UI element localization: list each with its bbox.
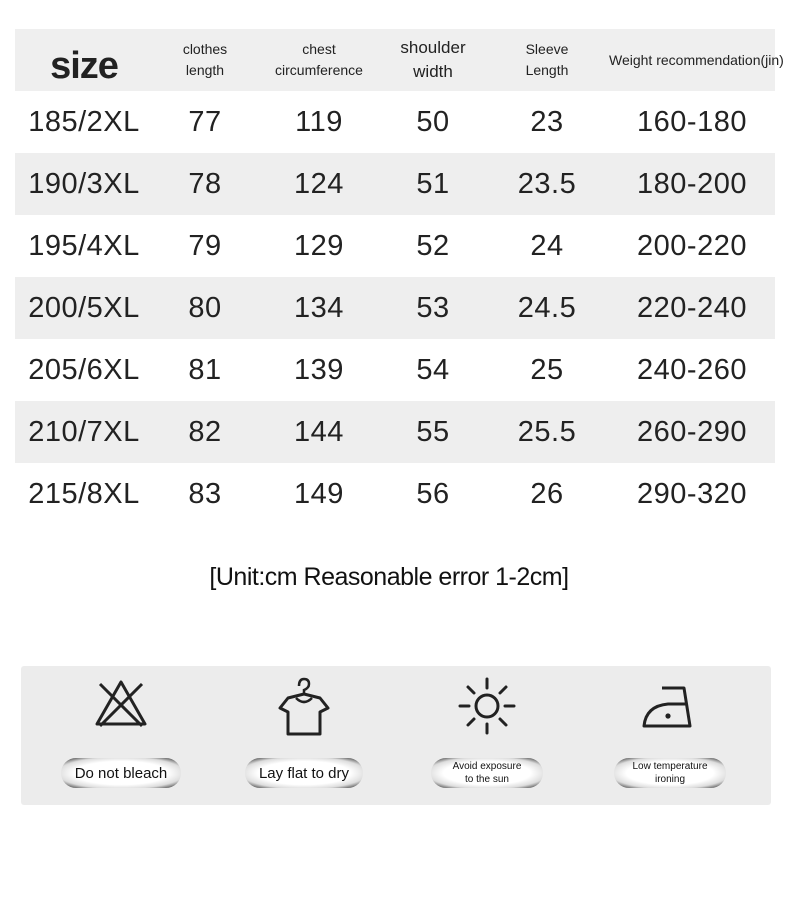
header-shoulder-width: shoulder width (400, 38, 466, 81)
size-cell: 190/3XL (28, 167, 140, 200)
care-label: Low temperature ironing (614, 758, 726, 788)
weight-cell: 290-320 (637, 477, 747, 510)
sleeve-cell: 24 (530, 229, 564, 262)
sleeve-cell: 23 (530, 105, 564, 138)
table-header (15, 29, 784, 91)
shoulder-cell: 54 (416, 353, 450, 386)
care-item-lay-flat (229, 666, 379, 805)
table-row (15, 153, 775, 215)
size-cell: 210/7XL (28, 415, 140, 448)
no-bleach-icon (93, 676, 149, 732)
size-table (15, 29, 784, 525)
header-size: size (50, 44, 118, 87)
length-cell: 80 (188, 291, 222, 324)
table-row (15, 277, 775, 339)
sleeve-cell: 26 (530, 477, 564, 510)
care-label: Lay flat to dry (245, 758, 363, 788)
care-item-no-bleach (46, 666, 196, 805)
low-iron-icon (640, 676, 700, 732)
table-row (15, 91, 775, 153)
shoulder-cell: 50 (416, 105, 450, 138)
chest-cell: 139 (294, 353, 344, 386)
chest-cell: 119 (295, 105, 343, 138)
weight-cell: 260-290 (637, 415, 747, 448)
sleeve-cell: 23.5 (517, 167, 577, 200)
chest-cell: 124 (294, 167, 344, 200)
care-item-low-iron (595, 666, 745, 805)
size-cell: 205/6XL (28, 353, 140, 386)
shoulder-cell: 55 (416, 415, 450, 448)
shoulder-cell: 51 (416, 167, 450, 200)
table-row (15, 463, 775, 525)
shoulder-cell: 53 (416, 291, 450, 324)
table-row (15, 215, 775, 277)
header-sleeve-length: Sleeve Length (525, 41, 569, 78)
weight-cell: 240-260 (637, 353, 747, 386)
size-cell: 200/5XL (28, 291, 140, 324)
chest-cell: 134 (294, 291, 344, 324)
unit-note: [Unit:cm Reasonable error 1-2cm] (209, 563, 569, 591)
size-cell: 215/8XL (28, 477, 140, 510)
shoulder-cell: 56 (416, 477, 450, 510)
shoulder-cell: 52 (416, 229, 450, 262)
table-row (15, 339, 775, 401)
care-item-sun (412, 666, 562, 805)
lay-flat-dry-icon (276, 676, 332, 736)
length-cell: 79 (188, 229, 222, 262)
care-label: Do not bleach (61, 758, 182, 788)
sleeve-cell: 25 (530, 353, 564, 386)
header-chest-circumference: chest circumference (275, 41, 363, 78)
care-label: Avoid exposure to the sun (431, 758, 543, 788)
chest-cell: 144 (294, 415, 344, 448)
length-cell: 81 (188, 353, 222, 386)
length-cell: 83 (188, 477, 222, 510)
length-cell: 77 (188, 105, 222, 138)
length-cell: 82 (188, 415, 222, 448)
header-weight-recommendation: Weight recommendation(jin) (609, 51, 784, 68)
weight-cell: 200-220 (637, 229, 747, 262)
sleeve-cell: 25.5 (517, 415, 577, 448)
size-cell: 195/4XL (28, 229, 140, 262)
table-row (15, 401, 775, 463)
length-cell: 78 (188, 167, 222, 200)
size-cell: 185/2XL (28, 105, 140, 138)
header-clothes-length: clothes length (182, 41, 228, 78)
sleeve-cell: 24.5 (517, 291, 577, 324)
care-instructions-panel (21, 666, 771, 805)
sun-icon (457, 676, 517, 736)
weight-cell: 180-200 (637, 167, 747, 200)
chest-cell: 149 (294, 477, 344, 510)
chest-cell: 129 (294, 229, 344, 262)
weight-cell: 160-180 (637, 105, 747, 138)
weight-cell: 220-240 (637, 291, 747, 324)
